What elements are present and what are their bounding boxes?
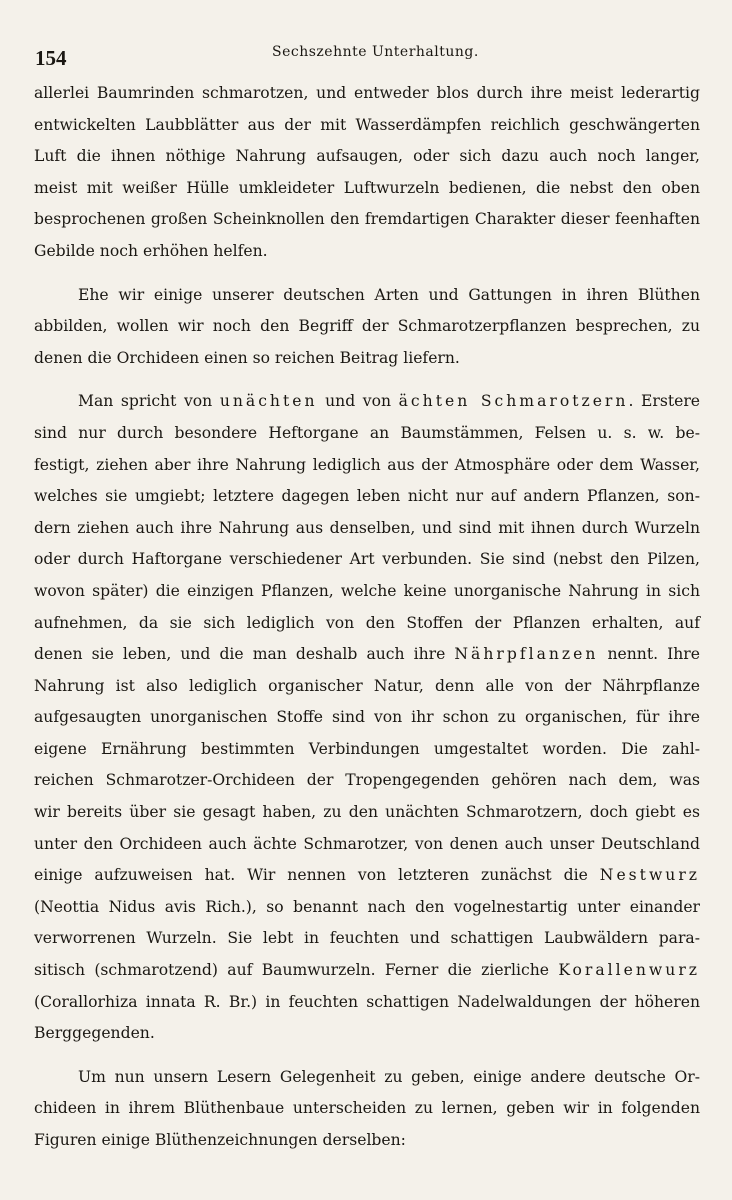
text-line: allerlei Baumrinden schmarotzen, und entweder blos durch ihre meist lederartig: [34, 84, 700, 102]
text-line: reichen Schmarotzer-Orchideen der Tropengegenden gehören nach dem, was: [34, 771, 700, 790]
text-line: sind nur durch besondere Heftorgane an Baumstämmen, Felsen u. s. w. be-: [34, 423, 700, 442]
text-line: verworrenen Wurzeln. Sie lebt in feuchten und schattigen Laubwäldern para-: [34, 929, 700, 948]
spaced-term: Nährpflanzen: [454, 645, 599, 664]
text-line: Ehe wir einige unserer deutschen Arten und Gattungen in ihren Blüthen: [78, 285, 700, 304]
text-line: meist mit weißer Hülle umkleideter Luftwurzeln bedienen, die nebst den oben: [34, 178, 700, 197]
text-line: wir bereits über sie gesagt haben, zu den unächten Schmarotzern, doch giebt es: [34, 803, 700, 822]
text-line: chideen in ihrem Blüthenbaue unterscheiden zu lernen, geben wir in folgenden: [34, 1099, 700, 1118]
text-line: abbilden, wollen wir noch den Begriff der Schmarotzerpflanzen besprechen, zu: [34, 317, 700, 336]
text-line: eigene Ernährung bestimmten Verbindungen umgestaltet worden. Die zahl-: [34, 739, 700, 758]
running-title: Sechszehnte Unterhaltung.: [272, 44, 479, 60]
text-line: Nahrung ist also lediglich organischer Natur, denn alle von der Nährpflanze: [34, 676, 700, 695]
text-line: festigt, ziehen aber ihre Nahrung lediglich aus der Atmosphäre oder dem Wasser,: [34, 455, 700, 474]
text-line: Gebilde noch erhöhen helfen.: [34, 241, 268, 260]
text-line: aufnehmen, da sie sich lediglich von den Stoffen der Pflanzen erhalten, auf: [34, 613, 700, 632]
paragraph: [34, 78, 700, 268]
paragraph: [34, 1062, 700, 1157]
text-line: besprochenen großen Scheinknollen den fremdartigen Charakter dieser feenhaften: [34, 210, 700, 229]
text-line: entwickelten Laubblätter aus der mit Wasserdämpfen reichlich geschwängerten: [34, 115, 700, 134]
text-line: dern ziehen auch ihre Nahrung aus denselben, und sind mit ihnen durch Wurzeln: [34, 518, 700, 537]
text-line: einige aufzuweisen hat. Wir nennen von letzteren zunächst die Nestwurz: [34, 866, 700, 885]
text-line: oder durch Haftorgane verschiedener Art verbunden. Sie sind (nebst den Pilzen,: [34, 550, 700, 569]
text-line: Figuren einige Blüthenzeichnungen derselben:: [34, 1131, 406, 1149]
text-line: denen sie leben, und die man deshalb auch ihre Nährpflanzen nennt. Ihre: [34, 645, 700, 664]
text-line: welches sie umgiebt; letztere dagegen leben nicht nur auf andern Pflanzen, son-: [34, 487, 700, 506]
text-line: Luft die ihnen nöthige Nahrung aufsaugen, oder sich dazu auch noch langer,: [34, 147, 700, 166]
text-line: wovon später) die einzigen Pflanzen, welche keine unorganische Nahrung in sich: [34, 581, 700, 600]
paragraph-gap: [34, 1050, 700, 1062]
text-line: Um nun unsern Lesern Gelegenheit zu geben, einige andere deutsche Or-: [78, 1067, 700, 1086]
text-line: denen die Orchideen einen so reichen Beitrag liefern.: [34, 348, 460, 367]
spaced-term: ächten Schmarotzern: [398, 392, 629, 411]
spaced-term: Korallenwurz: [558, 961, 700, 980]
text-line: (Neottia Nidus avis Rich.), so benannt nach den vogelnestartig unter einander: [34, 897, 700, 916]
text-line: (Corallorhiza innata R. Br.) in feuchten schattigen Nadelwaldungen der höheren: [34, 992, 700, 1011]
text-line: aufgesaugten unorganischen Stoffe sind von ihr schon zu organischen, für ihre: [34, 708, 700, 727]
text-line: unter den Orchideen auch ächte Schmarotzer, von denen auch unser Deutschland: [34, 834, 700, 853]
spaced-term: unächten: [219, 392, 318, 411]
paragraph-gap: [34, 268, 700, 280]
paragraph-gap: [34, 374, 700, 386]
paragraph: [34, 280, 700, 375]
text-line: sitisch (schmarotzend) auf Baumwurzeln. Ferner die zierliche Korallenwurz: [34, 961, 700, 980]
body-text: [34, 78, 700, 1157]
text-line: Berggegenden.: [34, 1024, 155, 1043]
text-line: Man spricht von unächten und von ächten Schmarotzern. Erstere: [78, 392, 701, 411]
paragraph: [34, 386, 700, 1049]
spaced-term: Nestwurz: [599, 866, 700, 885]
page-number: 154: [35, 46, 67, 70]
